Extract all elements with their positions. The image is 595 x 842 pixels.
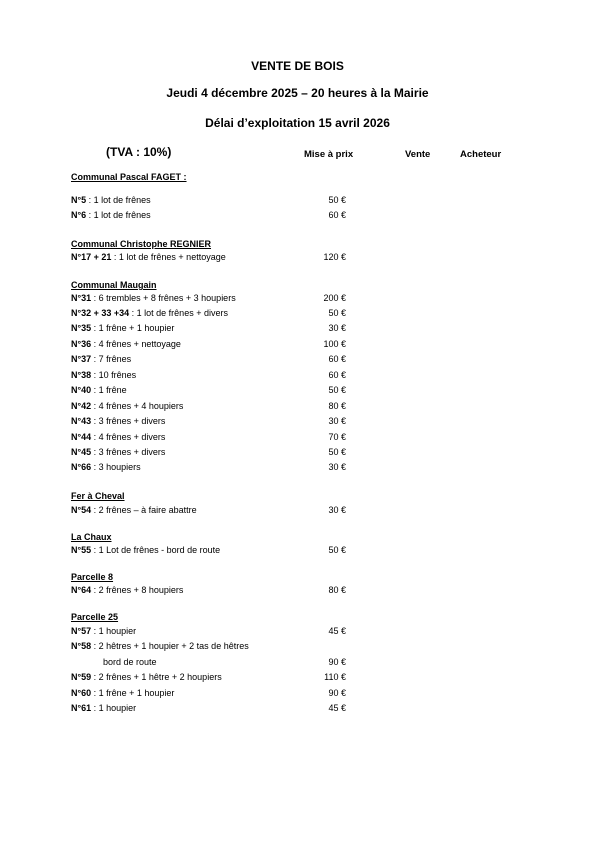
sale-date: Jeudi 4 décembre 2025 – 20 heures à la Mairie	[166, 86, 429, 100]
section-heading: Communal Pascal FAGET :	[71, 172, 187, 182]
lot-price: 90 €	[328, 688, 346, 698]
lot-number: N°55	[71, 545, 92, 555]
lot-number: N°35	[71, 323, 92, 333]
lot-description: : 7 frênes	[91, 354, 132, 364]
lot-number: N°32 + 33 +34	[71, 308, 130, 318]
tva-note: (TVA : 10%)	[106, 145, 172, 159]
lot-description: : 1 frêne	[91, 385, 127, 395]
lot-number: N°38	[71, 370, 92, 380]
lot-number: N°42	[71, 401, 92, 411]
lot-price: 30 €	[328, 505, 346, 515]
lot-description: : 2 frênes + 8 houpiers	[91, 585, 184, 595]
lot-row	[71, 385, 346, 397]
lot-row	[71, 308, 346, 320]
lot-row	[71, 195, 346, 207]
section-heading: Communal Christophe REGNIER	[71, 239, 212, 249]
lot-price: 45 €	[328, 703, 346, 713]
lot-price: 120 €	[323, 252, 346, 262]
lot-number: N°44	[71, 432, 92, 442]
lot-row	[71, 293, 346, 305]
lot-description: : 1 lot de frênes + divers	[129, 308, 228, 318]
lot-price: 60 €	[328, 354, 346, 364]
lot-description: : 3 frênes + divers	[91, 416, 166, 426]
lot-description: : 3 houpiers	[91, 462, 141, 472]
lot-description: : 4 frênes + nettoyage	[91, 339, 181, 349]
lot-description: : 1 lot de frênes	[86, 195, 151, 205]
lot-number: N°66	[71, 462, 92, 472]
lot-row	[71, 641, 346, 653]
lot-price: 80 €	[328, 401, 346, 411]
lot-number: N°5	[71, 195, 87, 205]
lot-row	[71, 252, 346, 264]
document-title: VENTE DE BOIS	[251, 59, 344, 73]
lot-row-continuation	[103, 657, 346, 669]
lot-price: 90 €	[328, 657, 346, 667]
section-heading: Fer à Cheval	[71, 491, 125, 501]
lot-description: : 4 frênes + divers	[91, 432, 166, 442]
section-heading: Parcelle 8	[71, 572, 114, 582]
lot-description: bord de route	[103, 657, 157, 667]
lot-number: N°54	[71, 505, 92, 515]
lot-row	[71, 703, 346, 715]
lot-description: : 1 houpier	[91, 703, 137, 713]
lot-number: N°64	[71, 585, 92, 595]
lot-price: 60 €	[328, 370, 346, 380]
lot-row	[71, 688, 346, 700]
lot-row	[71, 339, 346, 351]
lot-row	[71, 626, 346, 638]
lot-number: N°59	[71, 672, 92, 682]
lot-price: 70 €	[328, 432, 346, 442]
lot-price: 110 €	[324, 672, 346, 682]
lot-row	[71, 416, 346, 428]
lot-number: N°17 + 21	[71, 252, 112, 262]
section-heading: La Chaux	[71, 532, 112, 542]
lot-description: : 2 hêtres + 1 houpier + 2 tas de hêtres	[91, 641, 249, 651]
lot-row	[71, 210, 346, 222]
lot-row	[71, 447, 346, 459]
lot-price: 80 €	[328, 585, 346, 595]
lot-description: : 6 trembles + 8 frênes + 3 houpiers	[91, 293, 236, 303]
lot-number: N°45	[71, 447, 92, 457]
lot-description: : 1 lot de frênes	[86, 210, 151, 220]
lot-price: 100 €	[323, 339, 346, 349]
lot-row	[71, 354, 346, 366]
lot-row	[71, 401, 346, 413]
lot-price: 200 €	[323, 293, 346, 303]
lot-description: : 1 frêne + 1 houpier	[91, 688, 175, 698]
lot-price: 30 €	[328, 323, 346, 333]
lot-number: N°40	[71, 385, 92, 395]
lot-number: N°58	[71, 641, 92, 651]
column-header-price: Mise à prix	[304, 149, 354, 160]
lot-description: : 1 lot de frênes + nettoyage	[111, 252, 226, 262]
lot-description: : 4 frênes + 4 houpiers	[91, 401, 184, 411]
lot-number: N°37	[71, 354, 92, 364]
lot-number: N°61	[71, 703, 92, 713]
lot-price: 50 €	[328, 308, 346, 318]
lot-price: 60 €	[328, 210, 346, 220]
lot-row	[71, 462, 346, 474]
lot-row	[71, 323, 346, 335]
lot-row	[71, 672, 346, 684]
lot-number: N°57	[71, 626, 92, 636]
lot-price: 50 €	[328, 447, 346, 457]
lot-description: : 2 frênes – à faire abattre	[91, 505, 197, 515]
lot-price: 50 €	[328, 195, 346, 205]
lot-row	[71, 505, 346, 517]
lot-description: : 1 frêne + 1 houpier	[91, 323, 175, 333]
section-heading: Communal Maugain	[71, 280, 157, 290]
lot-description: : 10 frênes	[91, 370, 137, 380]
lot-price: 50 €	[328, 545, 346, 555]
lot-description: : 3 frênes + divers	[91, 447, 166, 457]
lot-number: N°31	[71, 293, 92, 303]
lot-price: 50 €	[328, 385, 346, 395]
lot-row	[71, 432, 346, 444]
lot-row	[71, 370, 346, 382]
exploitation-deadline: Délai d’exploitation 15 avril 2026	[205, 116, 390, 130]
lot-description: : 1 houpier	[91, 626, 137, 636]
lot-row	[71, 585, 346, 597]
column-header-sale: Vente	[405, 149, 431, 160]
lot-number: N°36	[71, 339, 92, 349]
lot-description: : 1 Lot de frênes - bord de route	[91, 545, 221, 555]
lot-price: 30 €	[328, 462, 346, 472]
column-header-buyer: Acheteur	[460, 149, 502, 160]
lot-number: N°43	[71, 416, 92, 426]
section-heading: Parcelle 25	[71, 612, 119, 622]
lot-price: 45 €	[328, 626, 346, 636]
lot-row	[71, 545, 346, 557]
lot-number: N°60	[71, 688, 92, 698]
lot-number: N°6	[71, 210, 87, 220]
lot-price: 30 €	[328, 416, 346, 426]
lot-description: : 2 frênes + 1 hêtre + 2 houpiers	[91, 672, 222, 682]
